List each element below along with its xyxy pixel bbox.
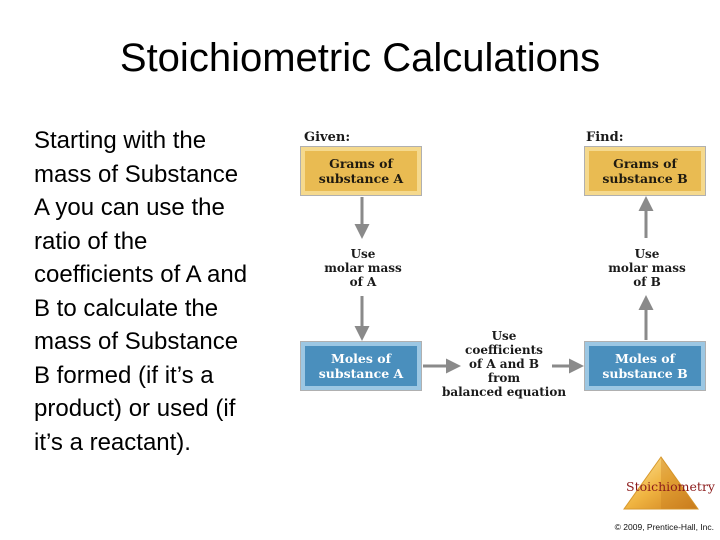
copyright-text: © 2009, Prentice-Hall, Inc. bbox=[614, 522, 714, 532]
step-line: coefficients bbox=[465, 343, 543, 357]
body-line: product) or used (if bbox=[34, 395, 236, 422]
coefficients-step bbox=[440, 329, 568, 399]
step-line: Use bbox=[634, 247, 660, 261]
grams-b-line: substance B bbox=[602, 171, 688, 186]
body-line: it’s a reactant). bbox=[34, 428, 191, 456]
grams-a-line: substance A bbox=[318, 171, 404, 186]
body-line: A you can use the bbox=[34, 194, 225, 221]
body-line: mass of Substance bbox=[34, 328, 239, 355]
grams-a-box bbox=[300, 146, 422, 196]
step-line: from bbox=[487, 371, 521, 385]
step-line: of A bbox=[349, 275, 377, 289]
step-line: Use bbox=[491, 329, 517, 343]
step-line: molar mass bbox=[608, 261, 686, 275]
body-line: B to calculate the bbox=[34, 294, 219, 322]
body-line: coefficients of A and bbox=[34, 261, 248, 288]
moles-a-line: Moles of bbox=[331, 351, 391, 366]
body-line: mass of Substance bbox=[34, 160, 239, 188]
given-label: Given: bbox=[304, 130, 351, 145]
step-line: of A and B bbox=[468, 357, 540, 371]
body-line: Starting with the bbox=[34, 127, 207, 154]
moles-a-line: substance A bbox=[318, 366, 404, 381]
logo-text: Stoichiometry bbox=[626, 479, 715, 494]
moles-b-line: Moles of bbox=[615, 351, 675, 366]
moles-a-box bbox=[300, 341, 422, 391]
grams-b-line: Grams of bbox=[613, 156, 677, 171]
body-line: ratio of the bbox=[34, 227, 148, 255]
moles-b-box bbox=[584, 341, 706, 391]
find-label: Find: bbox=[586, 130, 624, 145]
body-line: B formed (if it’s a bbox=[34, 361, 214, 389]
step-line: balanced equation bbox=[441, 385, 567, 399]
grams-b-box bbox=[584, 146, 706, 196]
molar-mass-a-step bbox=[313, 247, 413, 289]
moles-b-line: substance B bbox=[602, 366, 688, 381]
step-line: molar mass bbox=[324, 261, 402, 275]
molar-mass-b-step bbox=[597, 247, 697, 289]
step-line: Use bbox=[350, 247, 376, 261]
step-line: of B bbox=[633, 275, 661, 289]
slide-title: Stoichiometric Calculations bbox=[119, 36, 601, 80]
grams-a-line: Grams of bbox=[329, 156, 393, 171]
